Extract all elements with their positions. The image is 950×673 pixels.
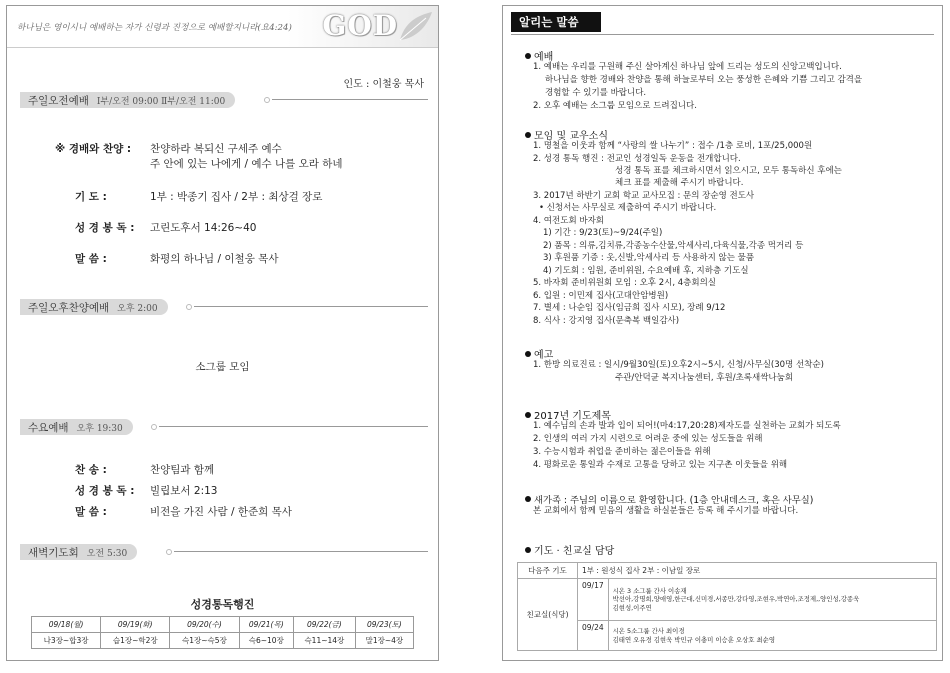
prayer-topics-heading: 2017년 기도제목	[525, 407, 611, 422]
bullet-icon	[525, 496, 531, 502]
news-line: 3) 후원품 기증 : 옷,신발,악세사리 등 사용하지 않는 물품	[543, 253, 755, 263]
section-sunday-afternoon	[20, 299, 428, 315]
sermon-row: 말 씀 : 비전을 가진 사람 / 한준희 목사	[75, 506, 292, 518]
news-line: 7. 별세 : 나순임 집사(임금희 집사 시모), 장례 9/12	[533, 303, 726, 313]
table-row: 다음주 기도 1부 : 원성식 집사 2부 : 이남일 장로	[518, 563, 937, 579]
notice-line: 주관/안덕균 복지나눔센터, 후원/초록새싹나눔회	[615, 373, 794, 383]
duty-heading: 기도 · 친교실 담당	[525, 542, 614, 557]
prayer-line: 3. 수능시험과 취업을 준비하는 젊은이들을 위해	[533, 447, 711, 457]
reading-plan-title: 성경통독행진	[190, 598, 255, 611]
news-line: 4. 여전도회 바자회	[533, 216, 604, 226]
announcements-title: 알리는 말씀	[511, 12, 601, 32]
section-time: Ⅰ부/오전 09:00 Ⅱ부/오전 11:00	[96, 96, 226, 107]
prayer-line: 2. 인생의 여러 가지 시련으로 어려운 중에 있는 성도들을 위해	[533, 434, 763, 444]
bullet-icon	[525, 547, 531, 553]
section-time: 오후 2:00	[117, 303, 158, 314]
scripture-row: 성 경 봉 독 : 고린도후서 14:26~40	[75, 222, 257, 234]
newcomer-heading: 새가족 : 주님의 이름으로 환영합니다. (1층 안내데스크, 혹은 사무실)	[525, 492, 813, 506]
news-line: 6. 입원 : 이민제 집사(고대안암병원)	[533, 291, 669, 301]
newcomer-line: 본 교회에서 함께 믿음의 생활을 하실분들은 등록 해 주시기를 바랍니다.	[533, 506, 799, 516]
news-line: 5. 바자회 준비위원회 모임 : 오후 2시, 4층회의실	[533, 278, 716, 288]
bullet-icon	[525, 132, 531, 138]
small-group-text: 소그룹 모임	[195, 361, 250, 373]
scripture-row: 성 경 봉 독 : 빌립보서 2:13	[75, 485, 218, 497]
section-title: 주일오전예배	[28, 94, 89, 107]
prayer-line: 1. 예수님의 손과 발과 입이 되어!(마4:17,20:28)제자도를 실천하는 교회가 되도록	[533, 421, 841, 431]
worship-line: 1. 예배는 우리를 구원해 주신 살아계신 하나님 앞에 드리는 성도의 신앙고백입니다.	[533, 62, 842, 72]
dot-icon	[186, 304, 192, 310]
divider	[194, 306, 428, 307]
prayer-line: 4. 평화로운 통일과 수재로 고통을 당하고 있는 지구촌 이웃들을 위해	[533, 460, 788, 470]
sermon-row: 말 씀 : 화평의 하나님 / 이철웅 목사	[75, 253, 279, 265]
praise-row: ※ 경배와 찬양 : 찬양하라 복되신 구세주 예수 주 안에 있는 나에게 / 예수 나를 오라 하네	[55, 143, 343, 170]
section-time: 오전 5:30	[86, 548, 128, 559]
dot-icon	[264, 97, 270, 103]
dot-icon	[151, 424, 157, 430]
news-line: 8. 식사 : 강지영 집사(문축복 백일감사)	[533, 316, 680, 326]
divider	[511, 34, 934, 35]
news-line: 성경 통독 표를 체크하시면서 읽으시고, 모두 통독하신 후에는	[615, 166, 842, 176]
section-title: 새벽기도회	[28, 546, 79, 559]
divider	[159, 426, 428, 427]
header-verse: 하나님은 영이시니 예배하는 자가 신령과 진정으로 예배할지니라(요4:24)	[17, 23, 292, 33]
section-title: 주일오후찬양예배	[28, 301, 110, 314]
dot-icon	[166, 549, 172, 555]
reading-plan-table	[31, 616, 414, 649]
leaf-decoration-icon	[396, 10, 434, 44]
table-row: 09/24 시온 5소그룹 간사 최이경 김태연 오유경 김현욱 박민규 이충미 이승훈 오상호 최순영	[518, 621, 937, 651]
worship-line: 경험할 수 있기를 바랍니다.	[545, 88, 647, 98]
worship-leader: 인도 : 이철웅 목사	[343, 79, 424, 90]
table-row: 나3장~합3장 습1장~학2장 슥1장~슥5장 슥6~10장 슥11~14장 말1장~4장	[32, 633, 414, 649]
news-heading: 모임 및 교우소식	[525, 127, 608, 142]
announcements-page	[502, 5, 943, 661]
god-logo: GOD	[322, 9, 398, 42]
news-line: 1. 명철을 이웃과 함께 “사랑의 쌀 나누기” : 접수 /1층 로비, 1포/25,000원	[533, 141, 813, 151]
news-line: 2) 품목 : 의류,김치류,각종농수산물,악세사리,다육식물,각종 먹거리 등	[543, 241, 804, 251]
page-header	[7, 6, 438, 48]
worship-line: 하나님을 향한 경배와 찬양을 통해 하늘로부터 오는 풍성한 은혜와 기쁨 그리고 감격을	[545, 75, 863, 85]
news-line: 체크 표를 제출해 주시기 바랍니다.	[615, 178, 744, 188]
duty-table	[517, 562, 937, 651]
notice-line: 1. 한방 의료진료 : 일시/9월30일(토)오후2시~5시, 신청/사무실(30명 선착순)	[533, 360, 824, 370]
prayer-row: 기 도 : 1부 : 박종기 집사 / 2부 : 최상걸 장로	[75, 191, 323, 203]
news-line: 2. 성경 통독 행진 : 전교인 성경일독 운동을 전개합니다.	[533, 154, 741, 164]
news-line: 1) 기간 : 9/23(토)~9/24(주일)	[543, 228, 663, 238]
order-of-worship-page	[6, 5, 439, 661]
table-row: 09/18(월) 09/19(화) 09/20(수) 09/21(목) 09/22(금) 09/23(토)	[32, 617, 414, 633]
hymn-row: 찬 송 : 찬양팀과 함께	[75, 464, 215, 476]
notice-heading: 예고	[525, 346, 553, 361]
table-row: 친교실(식당) 09/17 시온 3 소그룹 간사 이송재 박선아,강명희,양애영,한근대,신미경,서종만,강다영,조현우,박연아,조정제,,양인성,강종욱 김현성,이주연	[518, 579, 937, 621]
news-line: • 신청서는 사무실로 제출하여 주시기 바랍니다.	[539, 203, 717, 213]
bullet-icon	[525, 412, 531, 418]
section-wednesday	[20, 419, 428, 435]
worship-heading: 예배	[525, 48, 553, 63]
bullet-icon	[525, 53, 531, 59]
section-dawn-prayer	[20, 544, 428, 560]
worship-line: 2. 오후 예배는 소그룹 모임으로 드려집니다.	[533, 101, 697, 111]
news-line: 3. 2017년 하반기 교회 학교 교사모집 : 문의 장순영 전도사	[533, 191, 755, 201]
news-line: 4) 기도회 : 임원, 준비위원, 수요예배 후, 지하층 기도실	[543, 266, 749, 276]
divider	[272, 99, 428, 100]
divider	[174, 551, 428, 552]
section-sunday-morning	[20, 92, 428, 108]
bullet-icon	[525, 351, 531, 357]
section-title: 수요예배	[28, 421, 69, 434]
section-time: 오후 19:30	[76, 423, 123, 434]
